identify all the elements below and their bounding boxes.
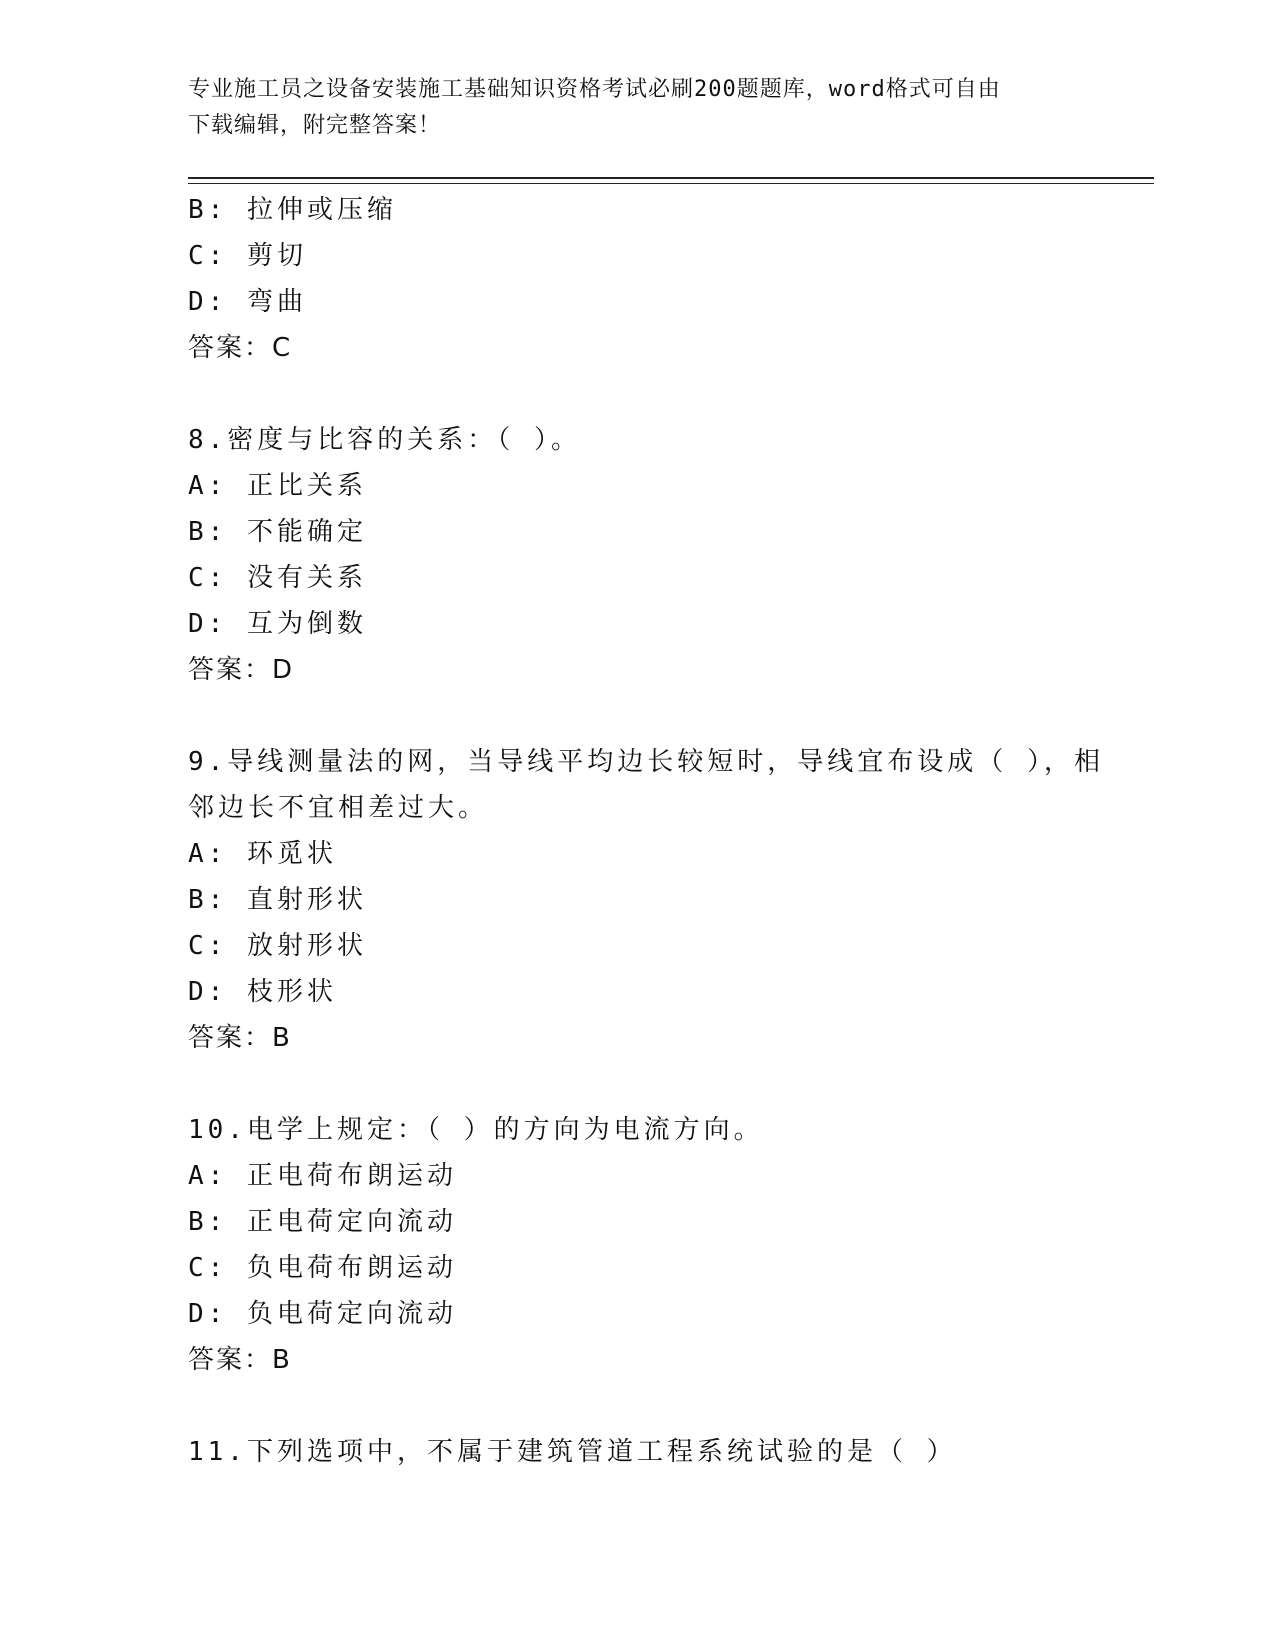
question-block-9 — [188, 739, 1104, 1061]
header-divider-thin — [188, 183, 1154, 184]
option-b: B: 不能确定 — [188, 517, 367, 547]
question-text: 11.下列选项中，不属于建筑管道工程系统试验的是（ ） — [188, 1437, 957, 1467]
header-title-line-2: 下载编辑，附完整答案！ — [188, 113, 442, 138]
answer-line: 答案：D — [188, 655, 295, 685]
option-c: C: 没有关系 — [188, 563, 367, 593]
question-list — [188, 187, 1104, 1475]
option-b: B: 拉伸或压缩 — [188, 195, 397, 225]
option-c: C: 负电荷布朗运动 — [188, 1253, 457, 1283]
answer-line: 答案：B — [188, 1023, 292, 1053]
answer-line: 答案：C — [188, 333, 293, 363]
header-title-line-1: 专业施工员之设备安装施工基础知识资格考试必刷200题题库，word格式可自由 — [188, 77, 1001, 102]
question-text: 8.密度与比容的关系：（ ）。 — [188, 425, 581, 455]
option-d: D: 互为倒数 — [188, 609, 367, 639]
question-block-11 — [188, 1429, 1088, 1475]
option-c: C: 剪切 — [188, 241, 307, 271]
question-block-8 — [188, 417, 1088, 693]
option-a: A: 正比关系 — [188, 471, 367, 501]
option-a: A: 环觅状 — [188, 839, 337, 869]
question-text: 10.电学上规定：（ ）的方向为电流方向。 — [188, 1115, 764, 1145]
option-d: D: 负电荷定向流动 — [188, 1299, 457, 1329]
question-text-line-1: 9.导线测量法的网，当导线平均边长较短时，导线宜布设成（ ），相 — [188, 747, 1104, 777]
question-text-line-2: 邻边长不宜相差过大。 — [188, 793, 489, 823]
document-header — [188, 72, 1068, 144]
question-block-10 — [188, 1107, 1088, 1383]
option-c: C: 放射形状 — [188, 931, 367, 961]
answer-line: 答案：B — [188, 1345, 292, 1375]
option-b: B: 正电荷定向流动 — [188, 1207, 457, 1237]
option-a: A: 正电荷布朗运动 — [188, 1161, 457, 1191]
header-divider-thick — [188, 177, 1154, 179]
option-b: B: 直射形状 — [188, 885, 367, 915]
option-d: D: 枝形状 — [188, 977, 337, 1007]
option-d: D: 弯曲 — [188, 287, 307, 317]
question-block-7 — [188, 187, 1088, 371]
